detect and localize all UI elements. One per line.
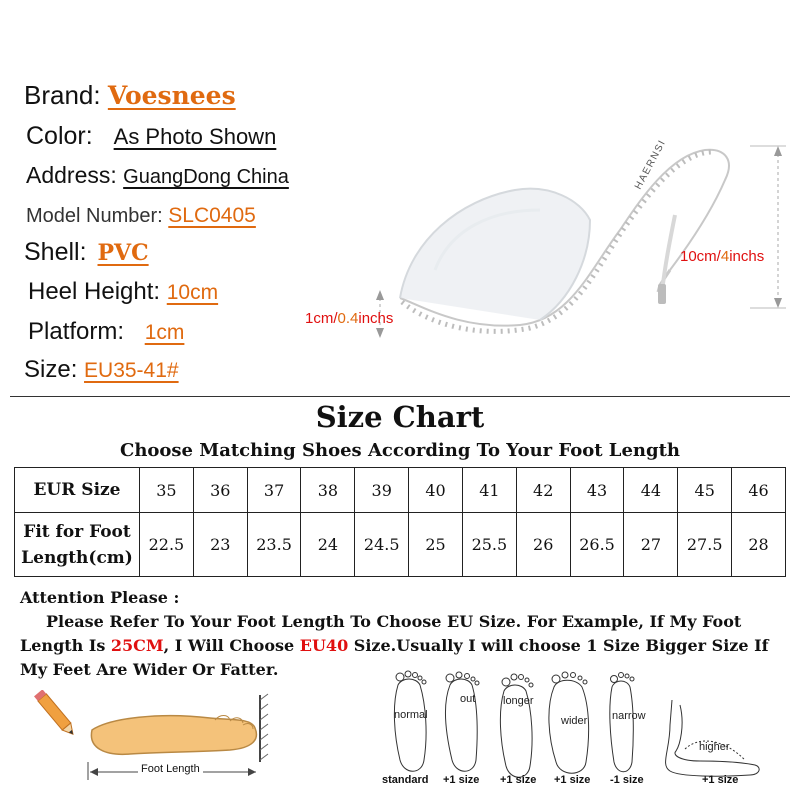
eur-size-row (15, 468, 786, 513)
eur-size-cell: 35 (140, 468, 194, 513)
foot-type-size-out: +1 size (443, 774, 480, 786)
platform-row (28, 318, 184, 346)
color-value: As Photo Shown (113, 124, 277, 149)
size-label: Size: (24, 356, 78, 383)
foot-length-row (15, 513, 786, 577)
eur-size-cell: 40 (409, 468, 463, 513)
foot-length-cell: 25.5 (462, 513, 516, 577)
foot-type-label-out: out (460, 693, 476, 705)
attention-body: Please Refer To Your Foot Length To Choose EU Size. For Example, If My Foot Length Is 25CM, I Will Choose EU40 Size.Usually I will choose 1 Size Bigger Size If My Feet Are Wider Or Fatter. (20, 612, 769, 679)
size-chart-subtitle: Choose Matching Shoes According To Your Foot Length (120, 440, 680, 461)
eur-size-cell: 44 (624, 468, 678, 513)
heel-label: Heel Height: (28, 278, 161, 305)
foot-length-cell: 28 (732, 513, 786, 577)
brand-label: Brand: (24, 80, 101, 110)
eur-size-cell: 45 (678, 468, 732, 513)
example-eu-size: EU40 (299, 636, 349, 655)
shell-row (24, 238, 149, 267)
foot-length-cell: 27 (624, 513, 678, 577)
foot-type-label-longer: longer (503, 695, 534, 707)
size-value: EU35-41# (84, 359, 179, 382)
size-table (14, 467, 786, 577)
foot-length-header: Fit for Foot Length(cm) (15, 513, 140, 577)
attention-heading: Attention Please : (20, 588, 180, 607)
heel-row (28, 278, 218, 306)
foot-measure-illustration (30, 690, 280, 790)
foot-length-cell: 22.5 (140, 513, 194, 577)
eur-size-cell: 46 (732, 468, 786, 513)
foot-types-icon (380, 665, 780, 795)
foot-type-label-wider: wider (561, 715, 588, 727)
platform-label: Platform: (28, 318, 125, 345)
foot-type-size-longer: +1 size (500, 774, 537, 786)
foot-length-cell: 24 (301, 513, 355, 577)
address-row (26, 162, 289, 189)
eur-size-cell: 41 (462, 468, 516, 513)
shell-label: Shell: (24, 238, 87, 266)
foot-type-size-higher: +1 size (702, 774, 739, 786)
eur-size-cell: 42 (516, 468, 570, 513)
color-label: Color: (26, 122, 93, 150)
foot-length-cell: 24.5 (355, 513, 409, 577)
foot-type-size-normal: standard (382, 774, 429, 786)
clear-heel-sandal-icon (340, 120, 800, 370)
foot-type-size-wider: +1 size (554, 774, 591, 786)
platform-dimension-label: 1cm/0.4inchs (305, 310, 394, 327)
foot-length-cell: 23 (193, 513, 247, 577)
example-foot-length: 25CM (110, 636, 164, 655)
heel-dimension-label: 10cm/4inchs (680, 248, 765, 265)
eur-size-cell: 38 (301, 468, 355, 513)
foot-type-label-higher: higher (699, 741, 730, 753)
model-row (26, 204, 256, 228)
foot-types-illustration (380, 665, 780, 795)
foot-type-label-narrow: narrow (612, 710, 646, 722)
foot-length-cell: 27.5 (678, 513, 732, 577)
heel-value: 10cm (166, 281, 219, 304)
brand-value: Voesnees (107, 81, 236, 110)
foot-length-cell: 26 (516, 513, 570, 577)
eur-size-cell: 36 (193, 468, 247, 513)
product-image (305, 120, 800, 370)
foot-type-size-narrow: -1 size (610, 774, 644, 786)
foot-length-cell: 23.5 (247, 513, 301, 577)
eur-size-cell: 39 (355, 468, 409, 513)
model-value: SLC0405 (168, 204, 256, 227)
color-row (26, 122, 276, 151)
foot-length-cell: 26.5 (570, 513, 624, 577)
eur-size-header: EUR Size (15, 468, 140, 513)
eur-size-cell: 43 (570, 468, 624, 513)
address-value: GuangDong China (123, 166, 289, 188)
foot-measure-icon (30, 690, 280, 790)
foot-type-label-normal: normal (394, 709, 428, 721)
foot-length-cell: 25 (409, 513, 463, 577)
insole-brand: HAERNSI (632, 137, 669, 192)
brand-row (24, 80, 236, 111)
foot-length-label: Foot Length (138, 763, 203, 775)
model-label: Model Number: (26, 205, 163, 227)
product-spec-block (0, 0, 800, 395)
platform-value: 1cm (144, 321, 185, 344)
size-chart-title: Size Chart (315, 400, 485, 434)
eur-size-cell: 37 (247, 468, 301, 513)
shell-value: PVC (97, 240, 149, 266)
size-row (24, 356, 179, 384)
address-label: Address: (26, 162, 117, 188)
section-divider (10, 396, 790, 397)
